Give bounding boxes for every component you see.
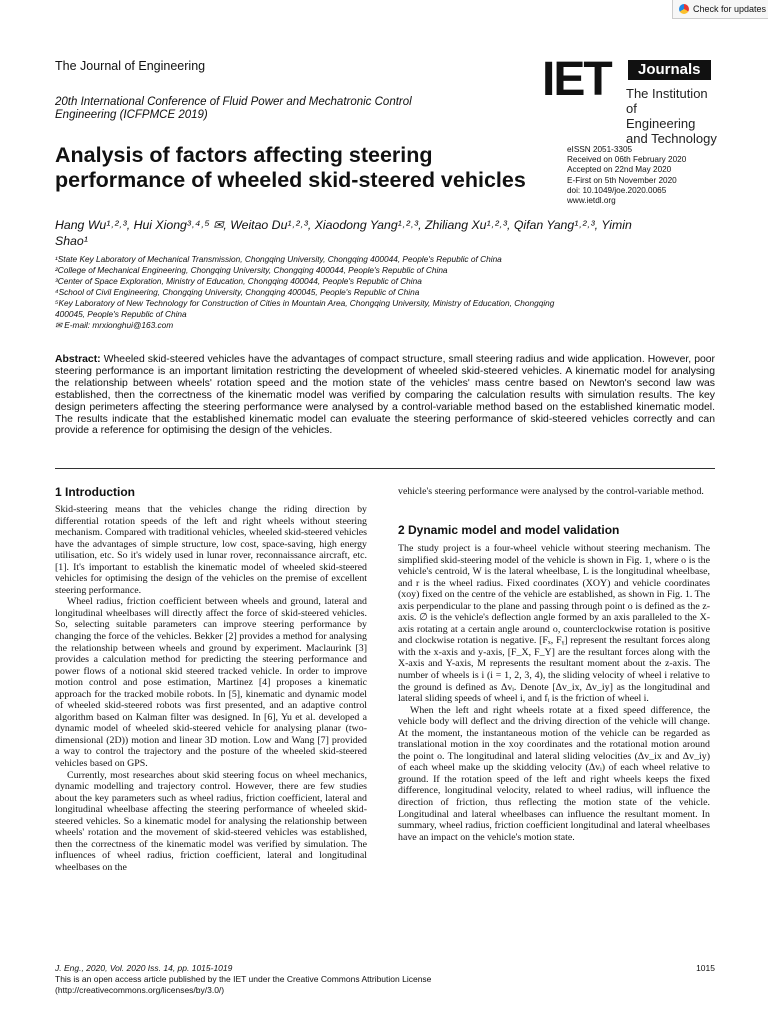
conference-title: [55, 96, 485, 122]
section-divider: [55, 468, 715, 469]
abstract: [55, 354, 715, 437]
footer-citation: J. Eng., 2020, Vol. 2020 Iss. 14, pp. 1015-1019: [55, 963, 233, 973]
footer-license-2[interactable]: (http://creativecommons.org/licenses/by/3.0/): [55, 985, 225, 995]
meta-accepted: Accepted on 22nd May 2020: [567, 165, 672, 175]
author-line-2: Shao¹: [55, 234, 88, 248]
article-title-line-1: Analysis of factors affecting steering: [55, 143, 433, 167]
section-1-heading: 1 Introduction: [55, 485, 135, 499]
conference-line-1: 20th International Conference of Fluid Power and Mechatronic Control: [55, 96, 412, 108]
right-column-top: [398, 486, 710, 498]
intro-carry-over: vehicle's steering performance were analysed by the control-variable method.: [398, 486, 704, 497]
affiliation-1: ¹State Key Laboratory of Mechanical Transmission, Chongqing University, Chongqing 400044, People's Republic of China: [55, 254, 502, 264]
page-footer: [55, 963, 715, 996]
iet-journals-label: Journals: [628, 60, 711, 80]
check-for-updates-label: Check for updates: [693, 4, 767, 14]
journal-name: The Journal of Engineering: [55, 59, 206, 73]
meta-doi[interactable]: doi: 10.1049/joe.2020.0065: [567, 185, 667, 195]
article-meta: [567, 145, 686, 206]
article-title-line-2: performance of wheeled skid-steered vehicles: [55, 168, 526, 192]
author-list: [55, 217, 715, 249]
meta-website[interactable]: www.ietdl.org: [567, 196, 616, 206]
footer-license-1: This is an open access article published by the IET under the Creative Commons Attribution License: [55, 974, 432, 984]
page-number: 1015: [696, 963, 715, 973]
intro-paragraph-2: Wheel radius, friction coefficient between wheels and ground, lateral and longitudinal wheelbases will directly affect the force of skid-steered vehicles. So, selecting suitable parameters can improve steering performance by changing the force of the vehicles. Bekker [2] provides a method for analysing the relationship between wheels and ground by experiment. Maclaurink [3] provides a calculation method for predicting the steering performance and power flows of a notional skid steered tracked vehicle. In order to improve motion control and pose estimation, Martinez [4] proposes a kinematic approach for the tracked mobile robots. In [5], kinematic and dynamic model of wheeled skid-steered robots was first presented, and an adaptive control algorithm based on Kalman filter was designed. In [6], Yu et al. developed a dynamic model of wheeled skid-steered vehicle for analysing planar (two-dimensional (2D)) motion and linear 3D motion. Low and Wang [7] provided a way to control the trajectory and the posture of the wheeled skid-steered vehicles based on GPS.: [55, 596, 367, 770]
section-2-heading: 2 Dynamic model and model validation: [398, 523, 620, 537]
meta-efirst: E-First on 5th November 2020: [567, 175, 677, 185]
affiliation-4: ⁴School of Civil Engineering, Chongqing University, Chongqing 400045, People's Republic of China: [55, 287, 420, 297]
affiliation-2: ²College of Mechanical Engineering, Chongqing University, Chongqing 400044, People's Republic of China: [55, 265, 448, 275]
iet-institution-name: [626, 86, 717, 146]
intro-paragraph-1: Skid-steering means that the vehicles change the riding direction by differential rotation speeds of the left and right wheels without steering mechanism. Compared with traditional vehicles, wheeled skid-steered vehicles have the advantages of simple structure, low cost, space-saving, high energy utilisation, etc. So it's widely used in lunar rover, reconnaissance aircraft, etc. [1]. It's important to establish the kinematic model of wheeled skid-steered vehicles for optimising the design of the vehicles on the premise of excellent steering performance.: [55, 504, 367, 596]
affiliation-5: ⁵Key Laboratory of New Technology for Construction of Cities in Mountain Area, Chongqing University, Ministry of Education, Chongqing: [55, 298, 555, 308]
iet-institution-line-2: Engineering and Technology: [626, 116, 717, 146]
meta-received: Received on 06th February 2020: [567, 155, 687, 165]
iet-logo-letters: IET: [542, 53, 611, 106]
left-column: [55, 504, 367, 874]
author-line-1: Hang Wu¹˒²˒³, Hui Xiong³˒⁴˒⁵ ✉, Weitao Du¹˒²˒³, Xiaodong Yang¹˒²˒³, Zhiliang Xu¹˒²˒³, Qifan Yang¹˒²˒³, Yimin: [55, 218, 632, 232]
conference-line-2: Engineering (ICFPMCE 2019): [55, 109, 208, 121]
iet-institution-line-1: The Institution of: [626, 86, 708, 116]
corresponding-email[interactable]: ✉ E-mail: mrxionghui@163.com: [55, 320, 174, 330]
model-paragraph-2: When the left and right wheels rotate at a fixed speed difference, the vehicle body will deflect and the driving direction of the vehicle will change. At the moment, the instantaneous motion of the vehicle can be regarded as translational motion in the xoy coordinates and the rotational motion around the point o. The longitudinal and lateral sliding velocities (Δv_ix and Δv_iy) of each wheel make up the skidding velocity (Δvᵢ) of each wheel relative to ground. If the rotation speed of the left and right wheels keeps the fixed difference, longitudinal velocity, related to wheel radius, will influence the direction of friction, thus reflecting the motion state of the vehicle. Longitudinal and lateral wheelbases can influence the resultant moment. In summary, wheel radius, friction coefficient longitudinal and lateral wheelbases have an impact on the vehicle's motion state.: [398, 704, 710, 843]
affiliations: [55, 254, 715, 331]
abstract-text: Wheeled skid-steered vehicles have the advantages of compact structure, small steering radius and wide application. However, poor steering performance is an important limitation restricting the development of wheeled skid-steered vehicles. A kinematic model for analysing the relationship between wheels' rotation speed and the motion state of the vehicles' mass centre based on Newton's second law was established, then the correctness of the kinematic model was verified by comparing the calculation results with simulation results. The key design perimeters affecting the steering performance were analysed by a control-variable method based on the established kinematic model. The results indicate that the established kinematic model can evaluate the steering performance of skid-steered vehicles correctly and can provide a reference for optimising the design of the vehicles.: [55, 354, 715, 437]
abstract-label: Abstract:: [55, 354, 101, 365]
iet-logo: [542, 53, 717, 146]
right-column: [398, 543, 710, 843]
intro-paragraph-3: Currently, most researches about skid steering focus on wheel mechanics, dynamic modelling and trajectory control. However, there are few studies about the key parameters such as wheel radius, friction coefficient, lateral and longitudinal wheelbase affecting the steering performance of wheeled skid-steered vehicles. So a kinematic model for analysing the relationship between wheels' rotation and the movement of skid-steered vehicles was established, then the correctness of the kinematic model was verified by simulation. The influences of wheel radius, friction coefficient, lateral and longitudinal wheelbases on the: [55, 769, 367, 873]
model-paragraph-1: The study project is a four-wheel vehicle without steering mechanism. The simplified skid-steering model of the vehicle is shown in Fig. 1, where o is the vehicle's centroid, W is the lateral wheelbase, L is the longitudinal wheelbase, and r is the wheel radius. Fixed coordinates (XOY) and vehicle coordinates (xoy) fixed on the centre of the vehicle are established, as shown in Fig. 1. The axis perpendicular to the plane and passing through point o is defined as the z-axis. ∅ is the vehicle's deflection angle formed by an axis paralleled to the X-axis rotating at a certain angle around o, counterclockwise rotation is positive and clockwise rotation is negative. [Fₓ, Fᵧ] represent the resultant forces along with the x-axis and y-axis, [F_X, F_Y] are the resultant forces along with the X-axis and Y-axis, M represents the resultant moment about the z-axis. The number of wheels is i (i = 1, 2, 3, 4), the sliding velocity of wheel i relative to the ground is defined as Δvᵢ. Denote [Δv_ix, Δv_iy] as the longitudinal and lateral sliding speeds of wheel i, and fᵢ is the friction of wheel i.: [398, 543, 710, 705]
article-title: [55, 143, 565, 193]
affiliation-3: ³Center of Space Exploration, Ministry of Education, Chongqing 400044, People's Republic of China: [55, 276, 422, 286]
meta-eissn: eISSN 2051-3305: [567, 145, 633, 154]
affiliation-5-cont: 400045, People's Republic of China: [55, 309, 187, 319]
crossmark-icon: [679, 4, 689, 14]
check-for-updates-badge[interactable]: [672, 0, 768, 19]
